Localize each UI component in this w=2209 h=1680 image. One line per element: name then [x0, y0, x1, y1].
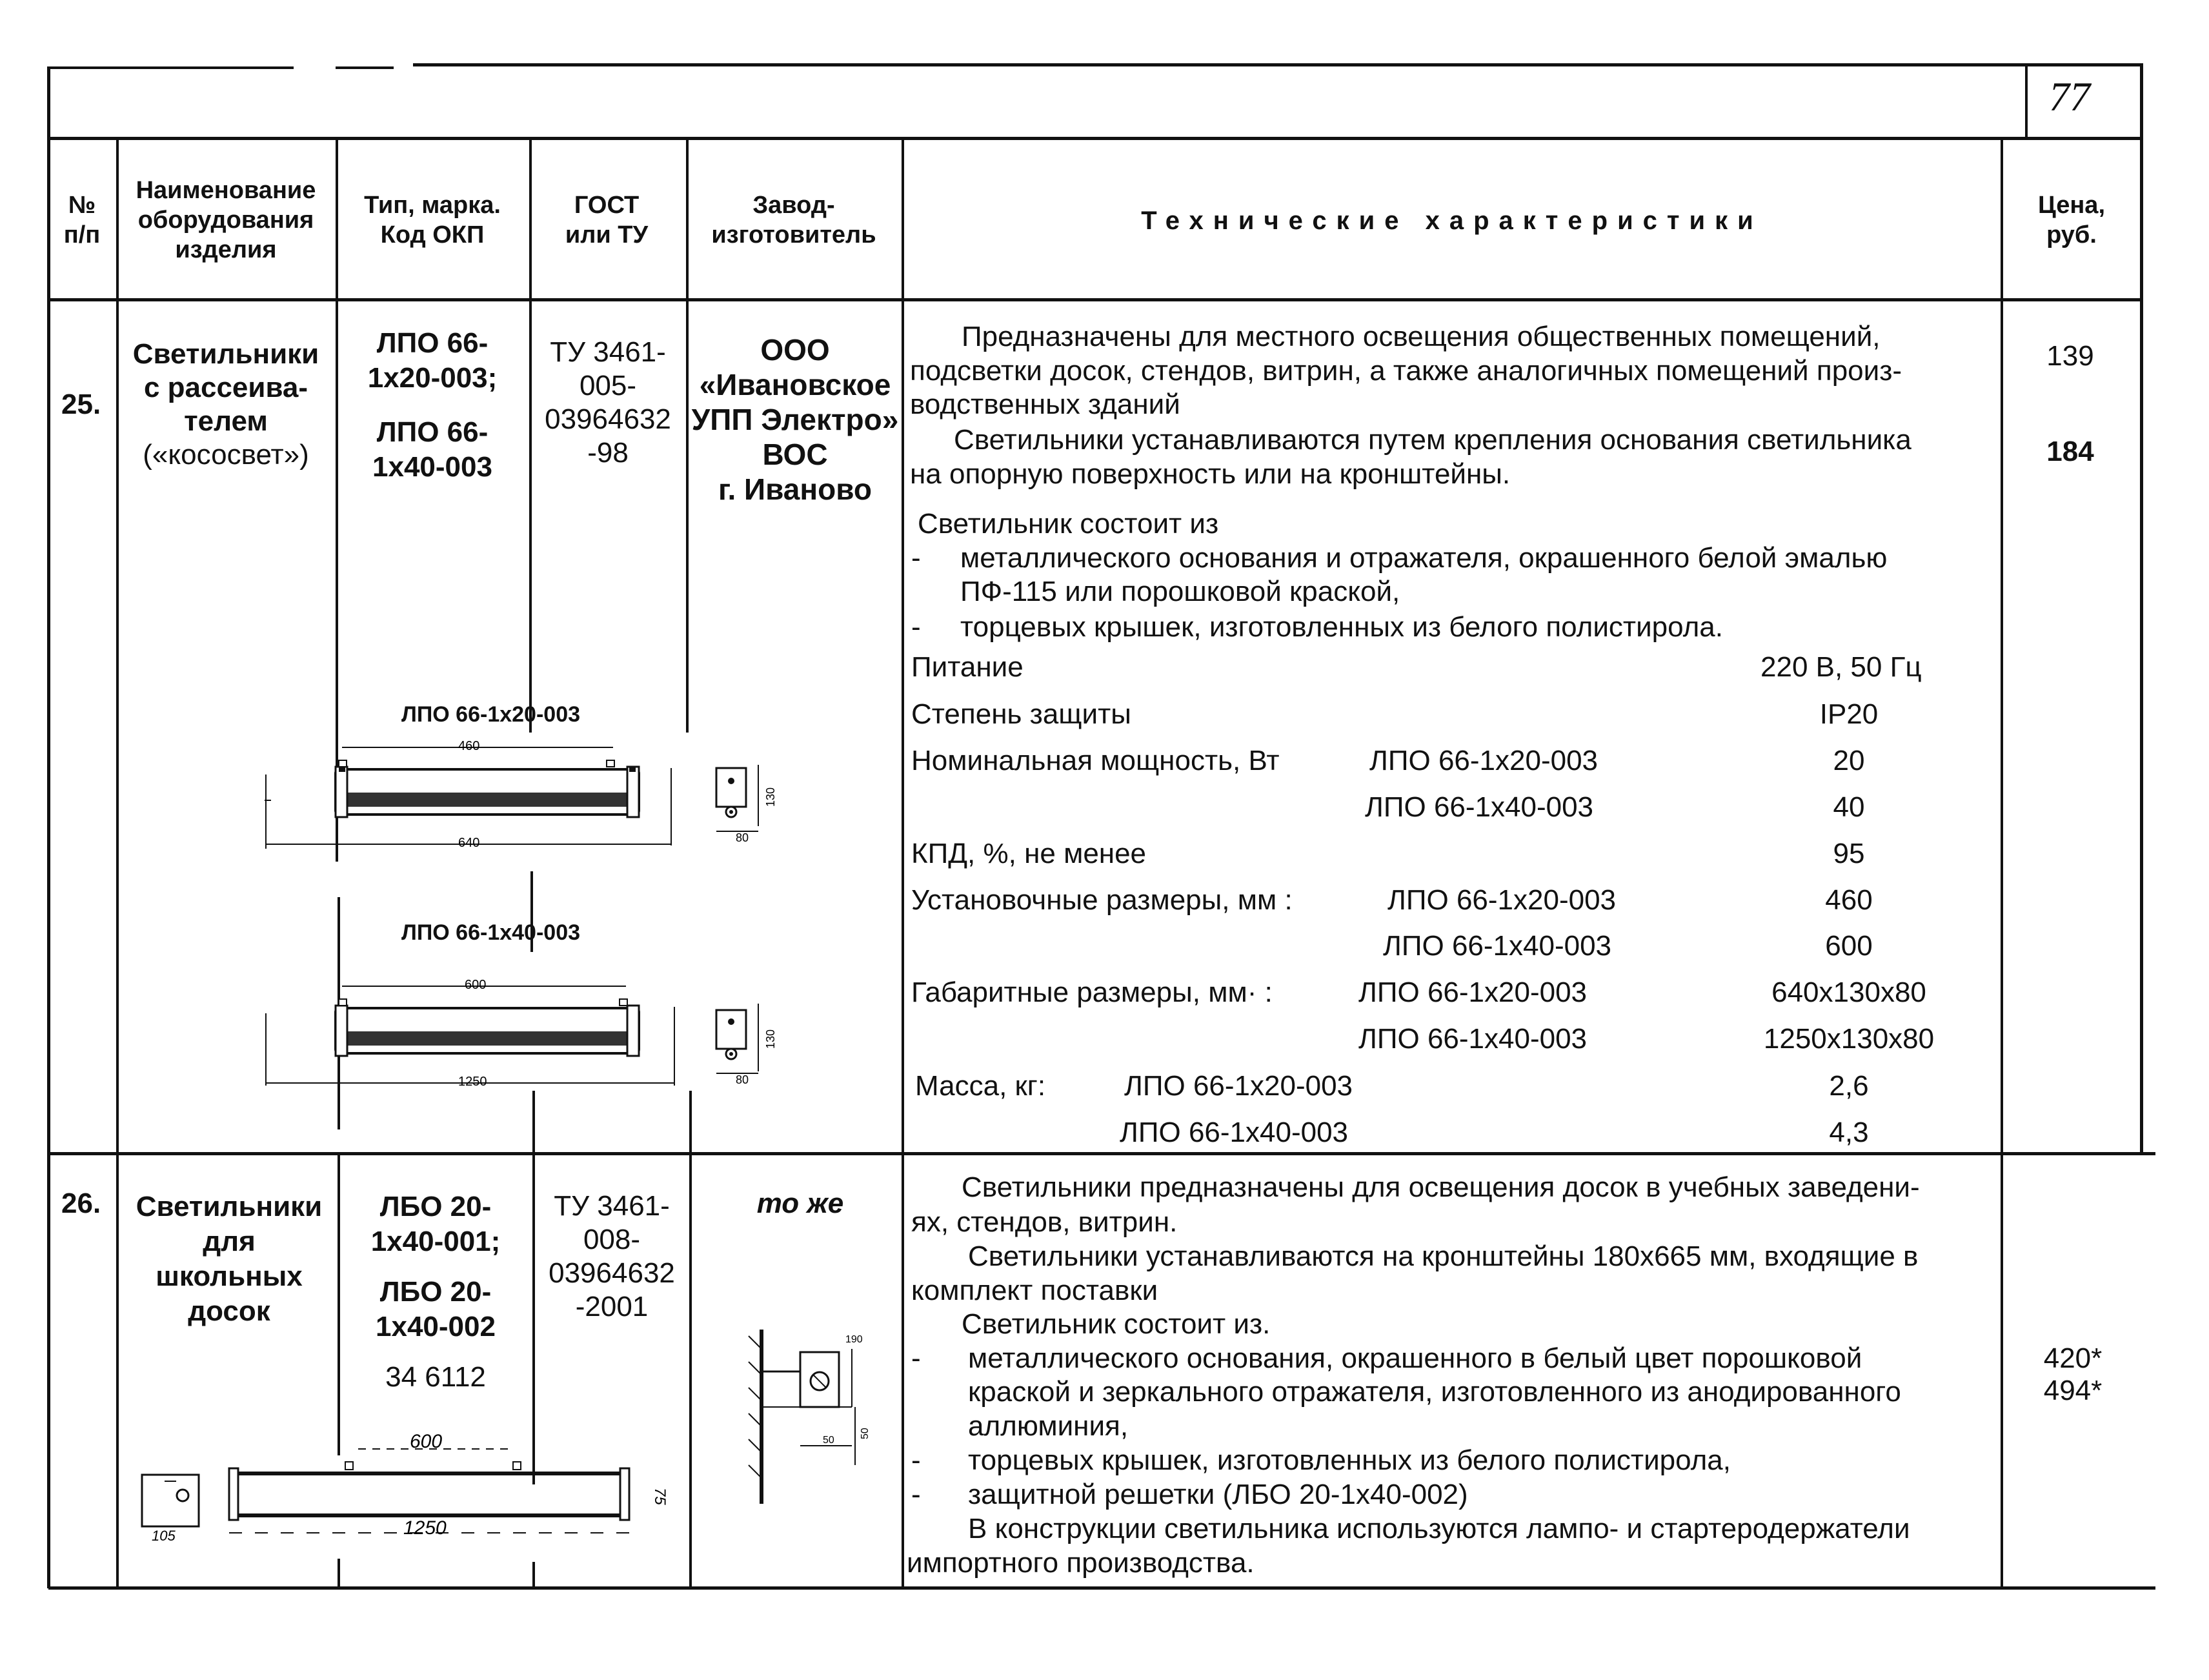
- row25-price1: 139: [2046, 340, 2094, 372]
- row26-bracket-svg: [723, 1317, 903, 1510]
- outer-right-border: [2140, 63, 2143, 1154]
- row-divider: [48, 1152, 2155, 1155]
- row25-desc-line6: Светильник состоит из: [918, 508, 1219, 540]
- row25-desc-line3: водственных зданий: [910, 389, 1180, 420]
- row25-desc-line1: Предназначены для местного освещения общественных помещений,: [962, 321, 1881, 352]
- drawing1-dim-height: 130: [764, 787, 777, 807]
- row26-dim-b: 50: [823, 1435, 834, 1446]
- spec-power-label: Питание: [911, 651, 1024, 683]
- row25-name: Светильники с рассеива- телем («кососвет»): [132, 338, 319, 471]
- row26-desc-line8: аллюминия,: [968, 1410, 1129, 1442]
- col-divider-name-d: [338, 1559, 340, 1588]
- drawing2-title: ЛПО 66-1х40-003: [401, 920, 581, 945]
- spec-efficiency-label: КПД, %, не менее: [911, 838, 1147, 869]
- spec-ip-value: IP20: [1819, 698, 1879, 730]
- header-name: Наименование оборудования изделия: [136, 177, 316, 263]
- col-divider-num: [116, 139, 119, 1588]
- row26-dim-bottom: 1250: [403, 1517, 447, 1539]
- header-type: Тип, марка. Код ОКП: [364, 192, 501, 248]
- drawing2-dim-top: 600: [465, 978, 487, 992]
- header-num: № п/п: [63, 192, 101, 248]
- row25-desc-dash2: -: [911, 611, 921, 643]
- drawing2-dim-bottom: 1250: [458, 1075, 487, 1089]
- row25-gost: ТУ 3461- 005- 03964632 -98: [545, 336, 671, 469]
- spec-wattage-sub1: ЛПО 66-1х20-003: [1369, 745, 1599, 776]
- col-divider-tech: [2001, 137, 2003, 1588]
- spec-mass-sub2: ЛПО 66-1х40-003: [1120, 1117, 1349, 1148]
- row26-desc-line10: защитной решетки (ЛБО 20-1х40-002): [968, 1479, 1468, 1510]
- spec-power-value: 220 В, 50 Гц: [1760, 651, 1922, 683]
- row26-fixture-svg: [139, 1430, 687, 1546]
- drawing1-dim-bottom: 640: [458, 836, 480, 850]
- row26-dim-side: 105: [152, 1528, 176, 1544]
- row26-desc-dash3: -: [911, 1479, 921, 1510]
- col-divider-type: [529, 139, 532, 733]
- top-mid-dash: [336, 66, 394, 69]
- row26-desc-line4: комплект поставки: [911, 1275, 1158, 1306]
- row25-desc-line7: металлического основания и отражателя, окрашенного белой эмалью: [960, 542, 1888, 574]
- spec-mount-sub2: ЛПО 66-1х40-003: [1383, 930, 1612, 962]
- top-left-dash: [48, 66, 294, 69]
- row26-name: Светильники для школьных досок: [136, 1191, 323, 1327]
- row26-desc-dash2: -: [911, 1444, 921, 1476]
- row26-dim-a: 190: [845, 1334, 863, 1345]
- row26-dim-top: 600: [410, 1431, 443, 1452]
- drawing2-dim-height: 130: [764, 1029, 777, 1049]
- row25-price2: 184: [2046, 436, 2094, 467]
- col-divider-type-d: [532, 1562, 535, 1588]
- spec-overall-label: Габаритные размеры, мм· :: [911, 977, 1273, 1008]
- page-number: 77: [2049, 74, 2090, 119]
- spec-wattage-value2: 40: [1833, 791, 1865, 823]
- drawing1-fixture-svg: [258, 736, 710, 852]
- drawing1-dim-top: 460: [458, 739, 480, 753]
- outer-left-border: [47, 66, 50, 1588]
- spec-mass-value2: 4,3: [1829, 1117, 1869, 1148]
- drawing2-side-svg: [710, 997, 800, 1094]
- drawing1-dim-side: 80: [736, 831, 749, 844]
- col-divider-name-c: [338, 1152, 340, 1455]
- spec-wattage-value1: 20: [1833, 745, 1865, 776]
- row26-price: 420* 494*: [2043, 1342, 2103, 1406]
- row26-type: ЛБО 20- 1х40-001; ЛБО 20- 1х40-002 34 6112: [370, 1191, 501, 1393]
- drawing2-dim-side: 80: [736, 1073, 749, 1086]
- header-gost: ГОСТ или ТУ: [565, 192, 649, 248]
- row26-maker: то же: [756, 1188, 844, 1219]
- row25-desc-line5: на опорную поверхность или на кронштейны.: [910, 458, 1511, 490]
- row26-desc-line5: Светильник состоит из.: [962, 1308, 1271, 1340]
- spec-ip-label: Степень защиты: [911, 698, 1131, 730]
- row25-desc-line2: подсветки досок, стендов, витрин, а также аналогичных помещений произ-: [910, 355, 1902, 387]
- row26-desc-dash1: -: [911, 1342, 921, 1374]
- row25-type: ЛПО 66- 1х20-003; ЛПО 66- 1х40-003: [367, 327, 498, 483]
- header-bottom-rule: [48, 298, 2143, 301]
- spec-efficiency-value: 95: [1833, 838, 1865, 869]
- spec-wattage-sub2: ЛПО 66-1х40-003: [1365, 791, 1594, 823]
- row25-maker: ООО «Ивановское УПП Электро» ВОС г. Иваново: [691, 333, 899, 506]
- header-price: Цена, руб.: [2038, 192, 2105, 248]
- table-bottom-rule: [48, 1586, 2155, 1590]
- drawing2-fixture-svg: [258, 968, 710, 1091]
- row26-desc-line1: Светильники предназначены для освещения досок в учебных заведени-: [962, 1171, 1920, 1203]
- drawing1-side-svg: [710, 762, 800, 852]
- row26-dim-c: 50: [860, 1428, 871, 1439]
- col-divider-gost-b: [689, 1091, 692, 1588]
- header-maker: Завод- изготовитель: [711, 192, 876, 248]
- top-rule: [413, 63, 2143, 66]
- row26-num: 26.: [61, 1188, 101, 1219]
- row25-desc-dash1: -: [911, 542, 921, 574]
- spec-wattage-label: Номинальная мощность, Вт: [911, 745, 1280, 776]
- spec-overall-sub2: ЛПО 66-1х40-003: [1358, 1023, 1588, 1055]
- row26-desc-line3: Светильники устанавливаются на кронштейны 180х665 мм, входящие в: [968, 1240, 1919, 1272]
- spec-mass-sub1: ЛПО 66-1х20-003: [1124, 1070, 1353, 1102]
- col-divider-type-c: [532, 1091, 535, 1484]
- row26-desc-line2: ях, стендов, витрин.: [911, 1206, 1178, 1238]
- spec-mount-value2: 600: [1825, 930, 1873, 962]
- row26-desc-line11: В конструкции светильника используются лампо- и стартеродержатели: [968, 1513, 1910, 1544]
- spec-overall-sub1: ЛПО 66-1х20-003: [1358, 977, 1588, 1008]
- row25-desc-line9: торцевых крышек, изготовленных из белого полистирола.: [960, 611, 1724, 643]
- drawing1-title: ЛПО 66-1х20-003: [401, 702, 581, 727]
- spec-mount-label: Установочные размеры, мм :: [911, 884, 1293, 916]
- spec-mass-label: Масса, кг:: [915, 1070, 1046, 1102]
- row26-dim-height: 75: [651, 1488, 669, 1505]
- page-number-box-left: [2025, 63, 2028, 137]
- row25-desc-line8: ПФ-115 или порошковой краской,: [960, 576, 1400, 607]
- row26-desc-line9: торцевых крышек, изготовленных из белого полистирола,: [968, 1444, 1731, 1476]
- header-tech: Технические характеристики: [1141, 207, 1763, 235]
- spec-mass-value1: 2,6: [1829, 1070, 1869, 1102]
- row25-num: 25.: [61, 389, 101, 420]
- header-top-rule: [48, 137, 2143, 140]
- spec-overall-value1: 640х130х80: [1771, 977, 1926, 1008]
- row25-desc-line4: Светильники устанавливаются путем крепления основания светильника: [954, 424, 1911, 456]
- row26-gost: ТУ 3461- 008- 03964632 -2001: [549, 1190, 675, 1322]
- spec-mount-value1: 460: [1825, 884, 1873, 916]
- spec-overall-value2: 1250х130х80: [1763, 1023, 1935, 1055]
- row26-desc-line6: металлического основания, окрашенного в белый цвет порошковой: [968, 1342, 1862, 1374]
- row26-desc-line12: импортного производства.: [907, 1547, 1255, 1579]
- col-divider-gost: [686, 139, 689, 733]
- row26-desc-line7: краской и зеркального отражателя, изготовленного из анодированного: [968, 1376, 1901, 1408]
- spec-mount-sub1: ЛПО 66-1х20-003: [1387, 884, 1617, 916]
